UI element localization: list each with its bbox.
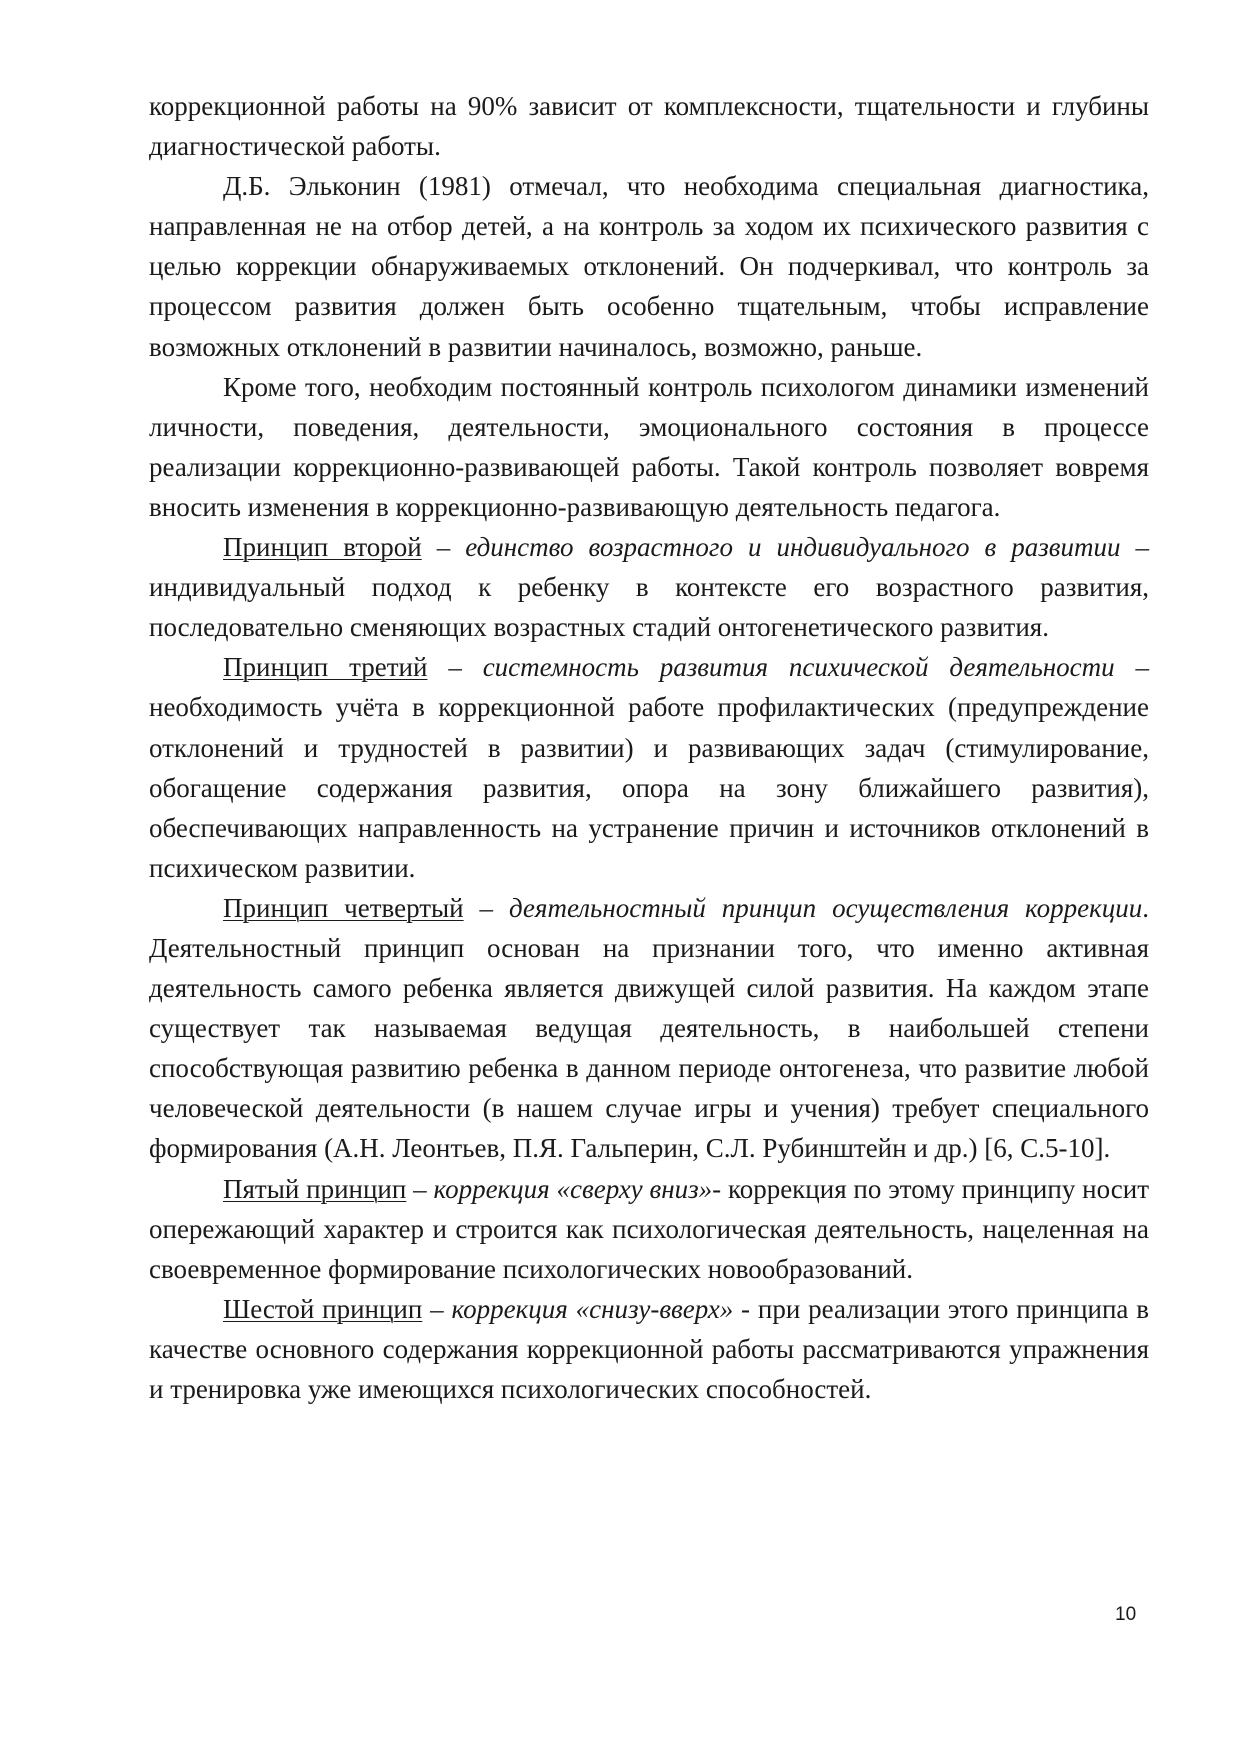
principle-dash: – <box>427 652 483 683</box>
principle-label: Принцип четвертый <box>223 892 464 923</box>
principle-sixth <box>149 1289 1149 1409</box>
principle-label: Шестой принцип <box>223 1293 423 1324</box>
principle-dash: – <box>421 532 466 563</box>
document-body <box>149 86 1149 1409</box>
principle-text: - при реализации этого принципа в качестве основного содержания коррекционной работы рассматриваются упражнения и тренировка уже имеющихся психологических способностей. <box>149 1293 1149 1404</box>
principle-title: деятельностный принцип осуществления коррекции <box>508 892 1143 923</box>
principle-text: . Деятельностный принцип основан на признании того, что именно активная деятельность самого ребенка является движущей силой развития. На каждом этапе существует так называемая ведущая деятельность, в наибольшей степени способствующая развитию ребенка в данном периоде онтогенеза, что развитие любой человеческой деятельности (в нашем случае игры и учения) требует специального формирования (А.Н. Леонтьев, П.Я. Гальперин, С.Л. Рубинштейн и др.) [6, С.5-10]. <box>149 892 1150 1164</box>
paragraph-continuation: коррекционной работы на 90% зависит от комплексности, тщательности и глубины диагностической работы. <box>149 91 1149 162</box>
paragraph-control: Кроме того, необходим постоянный контроль психологом динамики изменений личности, поведения, деятельности, эмоционального состояния в процессе реализации коррекционно-развивающей работы. Такой контроль позволяет вовремя вносить изменения в коррекционно-развивающую деятельность педагога. <box>149 371 1149 522</box>
principle-second <box>149 527 1149 647</box>
principle-dash: – <box>406 1173 434 1204</box>
principle-label: Пятый принцип <box>223 1173 407 1204</box>
principle-title: коррекция «снизу-вверх» <box>451 1293 734 1324</box>
principle-text: - коррекция по этому принципу носит опережающий характер и строится как психологическая деятельность, нацеленная на своевременное формирование психологических новообразований. <box>149 1173 1149 1284</box>
principle-dash: – <box>422 1293 452 1324</box>
principle-label: Принцип второй <box>223 532 422 563</box>
principle-dash: – <box>463 892 509 923</box>
principle-fifth <box>149 1169 1149 1289</box>
principle-third <box>149 647 1149 888</box>
principle-fourth <box>149 888 1149 1169</box>
principle-text: – необходимость учёта в коррекционной работе профилактических (предупреждение отклонений и трудностей в развитии) и развивающих задач (стимулирование, обогащение содержания развития, опора на зону ближайшего развития), обеспечивающих направленность на устранение причин и источников отклонений в психическом развитии. <box>149 652 1149 883</box>
principle-title: единство возрастного и индивидуального в развитии <box>465 532 1121 563</box>
principle-text: – индивидуальный подход к ребенку в контексте его возрастного развития, последовательно сменяющих возрастных стадий онтогенетического развития. <box>149 532 1150 643</box>
paragraph-elkonin: Д.Б. Эльконин (1981) отмечал, что необходима специальная диагностика, направленная не на отбор детей, а на контроль за ходом их психического развития с целью коррекции обнаруживаемых отклонений. Он подчеркивал, что контроль за процессом развития должен быть особенно тщательным, чтобы исправление возможных отклонений в развитии начиналось, возможно, раньше. <box>149 171 1149 362</box>
principle-label: Принцип третий <box>223 652 428 683</box>
page-number: 10 <box>1115 1604 1137 1625</box>
principle-title: коррекция «сверху вниз» <box>433 1173 713 1204</box>
principle-title: системность развития психической деятельности <box>482 652 1115 683</box>
